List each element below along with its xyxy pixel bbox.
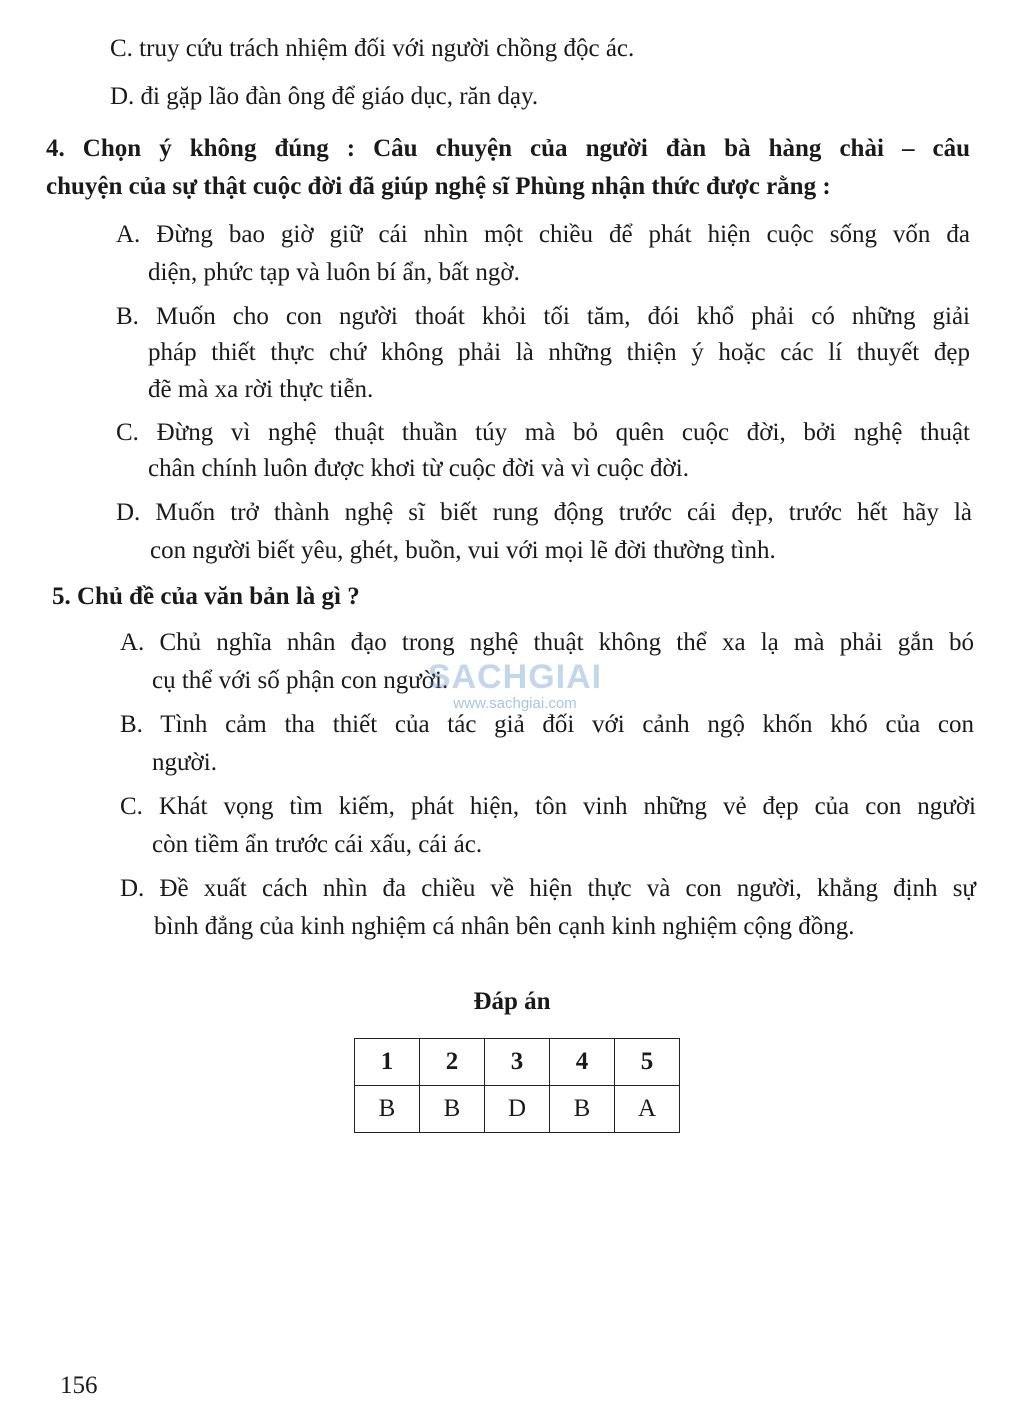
question-4-line1: 4. Chọn ý không đúng : Câu chuyện của người đàn bà hàng chài – câu <box>46 135 970 162</box>
question-5: 5. Chủ đề của văn bản là gì ? <box>52 583 360 610</box>
answer-key-header-cell: 5 <box>615 1039 680 1086</box>
option-4c-line2: chân chính luôn được khơi từ cuộc đời và vì cuộc đời. <box>148 455 689 482</box>
answer-key-value-cell: B <box>355 1086 420 1133</box>
option-4b-line1: B. Muốn cho con người thoát khỏi tối tăm, đói khổ phải có những giải <box>116 303 970 330</box>
option-3c: C. truy cứu trách nhiệm đối với người chồng độc ác. <box>110 35 635 62</box>
answer-key-header-cell: 3 <box>485 1039 550 1086</box>
answer-key-header-cell: 1 <box>355 1039 420 1086</box>
answer-key-value-cell: B <box>550 1086 615 1133</box>
option-4b-line3: đẽ mà xa rời thực tiễn. <box>148 376 374 403</box>
option-5d-line2: bình đẳng của kinh nghiệm cá nhân bên cạnh kinh nghiệm cộng đồng. <box>154 913 855 940</box>
option-4a-line1: A. Đừng bao giờ giữ cái nhìn một chiều để phát hiện cuộc sống vốn đa <box>116 221 970 248</box>
answer-key-value-cell: B <box>420 1086 485 1133</box>
answer-key-value-cell: D <box>485 1086 550 1133</box>
page-number: 156 <box>60 1372 98 1399</box>
option-5d-line1: D. Đề xuất cách nhìn đa chiều về hiện thực và con người, khẳng định sự <box>120 875 976 902</box>
option-5a-line1: A. Chủ nghĩa nhân đạo trong nghệ thuật không thể xa lạ mà phải gắn bó <box>120 629 974 656</box>
option-5b-line2: người. <box>152 749 217 776</box>
option-3d: D. đi gặp lão đàn ông để giáo dục, răn dạy. <box>110 83 539 110</box>
option-4d-line2: con người biết yêu, ghét, buồn, vui với mọi lẽ đời thường tình. <box>150 537 776 564</box>
option-5b-line1: B. Tình cảm tha thiết của tác giả đối với cảnh ngộ khốn khó của con <box>120 711 974 738</box>
answer-key-title: Đáp án <box>473 988 551 1015</box>
answer-key-header-row <box>355 1039 680 1086</box>
option-5a-line2: cụ thể với số phận con người. <box>152 667 449 694</box>
answer-key-value-row <box>355 1086 680 1133</box>
watermark-logo: SACHGIAI <box>427 658 603 696</box>
option-4c-line1: C. Đừng vì nghệ thuật thuần túy mà bỏ quên cuộc đời, bởi nghệ thuật <box>116 419 970 446</box>
option-4a-line2: diện, phức tạp và luôn bí ẩn, bất ngờ. <box>148 259 520 286</box>
watermark-url: www.sachgiai.com <box>453 695 577 712</box>
answer-key-value-cell: A <box>615 1086 680 1133</box>
answer-key-table <box>354 1038 680 1133</box>
option-4b-line2: pháp thiết thực chứ không phải là những thiện ý hoặc các lí thuyết đẹp <box>148 339 970 366</box>
option-5c-line2: còn tiềm ẩn trước cái xấu, cái ác. <box>152 831 483 858</box>
option-5c-line1: C. Khát vọng tìm kiếm, phát hiện, tôn vinh những vẻ đẹp của con người <box>120 793 976 820</box>
option-4d-line1: D. Muốn trở thành nghệ sĩ biết rung động trước cái đẹp, trước hết hãy là <box>116 499 972 526</box>
question-4-line2: chuyện của sự thật cuộc đời đã giúp nghệ sĩ Phùng nhận thức được rằng : <box>46 173 831 200</box>
answer-key-header-cell: 4 <box>550 1039 615 1086</box>
answer-key-header-cell: 2 <box>420 1039 485 1086</box>
